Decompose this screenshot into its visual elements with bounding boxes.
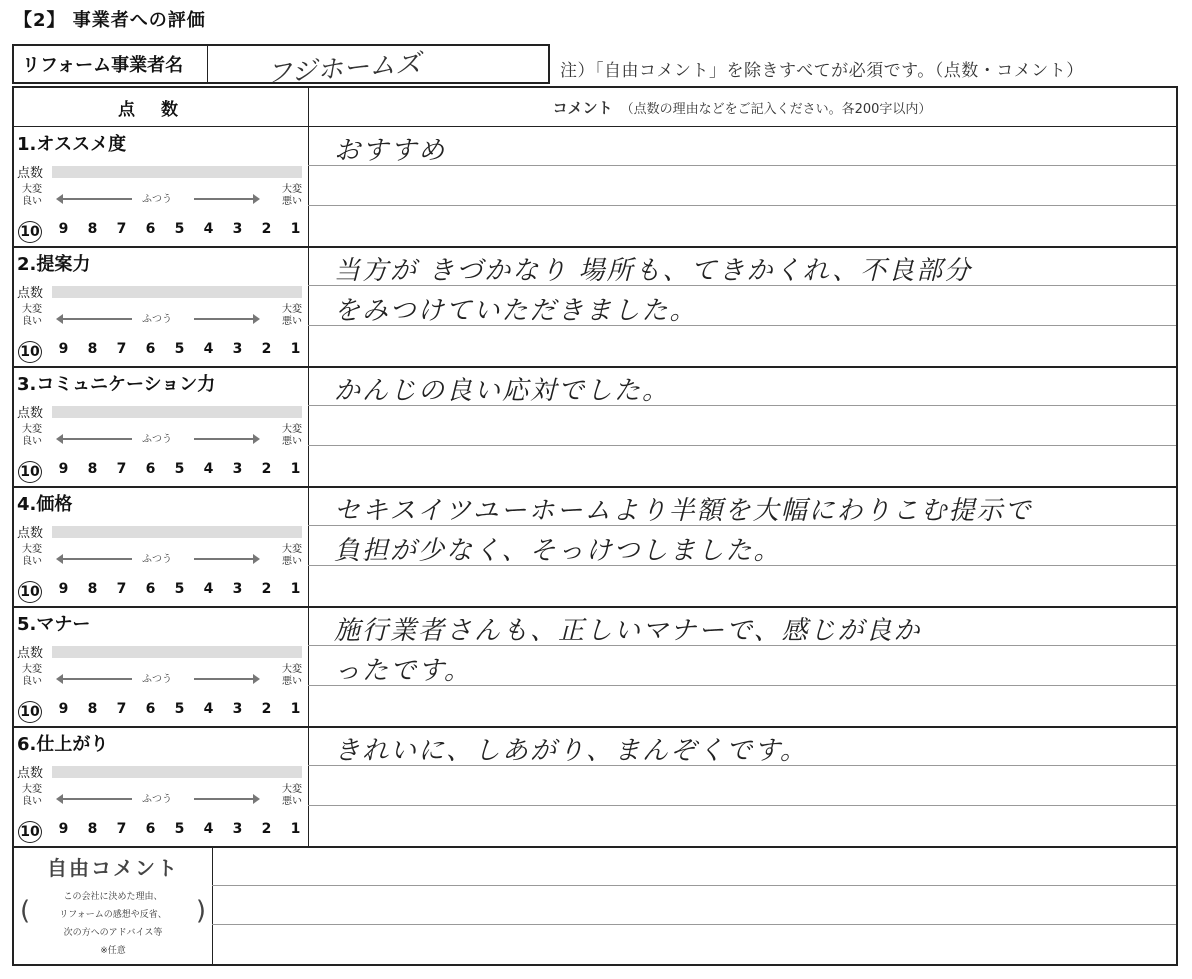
header-comment-sub: （点数の理由などをご記入ください。各200字以内） — [620, 101, 932, 117]
score-cell — [14, 486, 309, 606]
score-option[interactable]: 3 — [232, 821, 243, 837]
score-option[interactable]: 9 — [58, 581, 69, 597]
comment-cell[interactable] — [308, 726, 1176, 846]
ruled-line — [308, 205, 1176, 206]
scale-left-label: 大変 良い — [22, 664, 42, 687]
free-desc-line: この会社に決めた理由、 — [63, 892, 163, 902]
score-option[interactable]: 4 — [203, 461, 214, 477]
points-label: 点数 — [17, 646, 44, 661]
arrow-right-icon — [194, 678, 254, 680]
score-option[interactable]: 7 — [116, 581, 127, 597]
scale-middle-label: ふつう — [142, 794, 172, 805]
score-option[interactable]: 1 — [290, 341, 301, 357]
paren-right: ) — [195, 896, 206, 926]
category-title: 1.オススメ度 — [17, 134, 127, 155]
arrow-right-icon — [194, 558, 254, 560]
comment-text: 負担が少なく、そっけつしました。 — [334, 536, 782, 566]
category-row — [14, 246, 1176, 368]
score-option[interactable]: 5 — [174, 701, 185, 717]
score-scale — [18, 581, 310, 603]
arrow-right-icon — [194, 318, 254, 320]
score-scale — [18, 221, 310, 243]
score-option[interactable]: 4 — [203, 581, 214, 597]
scale-right-label: 大変 悪い — [282, 304, 302, 327]
required-note: 注）「自由コメント」を除きすべてが必須です。（点数・コメント） — [560, 61, 1084, 81]
arrow-left-icon — [62, 318, 132, 320]
free-desc-line: 次の方へのアドバイス等 — [63, 928, 163, 938]
comment-cell[interactable] — [308, 606, 1176, 726]
scale-left-label: 大変 良い — [22, 544, 42, 567]
header-score: 点数 — [14, 88, 309, 126]
score-option[interactable]: 8 — [87, 221, 98, 237]
arrow-right-icon — [194, 198, 254, 200]
comment-text: 当方が きづかなり 場所も、てきかくれ、不良部分 — [334, 256, 973, 286]
ruled-line — [308, 445, 1176, 446]
category-row — [14, 366, 1176, 488]
score-option[interactable]: 2 — [261, 701, 272, 717]
points-label: 点数 — [17, 166, 44, 181]
scale-right-label: 大変 悪い — [282, 544, 302, 567]
score-cell — [14, 726, 309, 846]
comment-cell[interactable] — [308, 366, 1176, 486]
score-option[interactable]: 9 — [58, 341, 69, 357]
category-title: 5.マナー — [17, 614, 91, 635]
score-scale — [18, 461, 310, 483]
business-name-box — [12, 44, 550, 90]
comment-text: きれいに、しあがり、まんぞくです。 — [334, 736, 808, 766]
scale-middle-label: ふつう — [142, 554, 172, 565]
scale-middle-label: ふつう — [142, 194, 172, 205]
score-option[interactable]: 9 — [58, 461, 69, 477]
header-comment — [308, 88, 1176, 126]
score-option[interactable]: 8 — [87, 461, 98, 477]
score-option[interactable]: 2 — [261, 581, 272, 597]
category-title: 4.価格 — [17, 494, 73, 515]
score-option[interactable]: 3 — [232, 461, 243, 477]
score-option[interactable]: 8 — [87, 581, 98, 597]
scale-left-label: 大変 良い — [22, 424, 42, 447]
free-comment-desc — [42, 888, 184, 960]
score-option[interactable]: 5 — [174, 821, 185, 837]
comment-text: かんじの良い応対でした。 — [334, 376, 671, 406]
comment-text: おすすめ — [334, 136, 447, 166]
header-comment-label: コメント — [552, 98, 613, 117]
arrow-left-icon — [62, 678, 132, 680]
scale-bar — [52, 766, 302, 778]
scale-left-label: 大変 良い — [22, 184, 42, 207]
evaluation-table — [12, 86, 1178, 966]
score-option[interactable]: 2 — [261, 821, 272, 837]
score-option[interactable]: 8 — [87, 701, 98, 717]
arrow-left-icon — [62, 798, 132, 800]
scale-right-label: 大変 悪い — [282, 424, 302, 447]
score-cell — [14, 366, 309, 486]
score-cell — [14, 246, 309, 366]
ruled-line — [212, 924, 1176, 925]
comment-text: ったです。 — [334, 656, 472, 686]
score-option[interactable]: 2 — [261, 341, 272, 357]
score-option[interactable]: 4 — [203, 221, 214, 237]
score-option[interactable]: 1 — [290, 821, 301, 837]
scale-middle-label: ふつう — [142, 314, 172, 325]
free-comment-row — [14, 846, 1176, 964]
score-option[interactable]: 8 — [87, 821, 98, 837]
section-title: 【2】 事業者への評価 — [14, 10, 206, 31]
points-label: 点数 — [17, 766, 44, 781]
score-option[interactable]: 9 — [58, 821, 69, 837]
score-option[interactable]: 5 — [174, 341, 185, 357]
score-option[interactable]: 7 — [116, 221, 127, 237]
scale-bar — [52, 166, 302, 178]
comment-cell[interactable] — [308, 486, 1176, 606]
scale-middle-label: ふつう — [142, 434, 172, 445]
arrow-left-icon — [62, 198, 132, 200]
scale-left-label: 大変 良い — [22, 784, 42, 807]
score-option[interactable]: 8 — [87, 341, 98, 357]
score-option[interactable]: 10 — [18, 461, 42, 483]
category-row — [14, 126, 1176, 248]
score-option[interactable]: 6 — [145, 581, 156, 597]
score-option[interactable]: 7 — [116, 461, 127, 477]
score-option[interactable]: 5 — [174, 581, 185, 597]
table-header — [14, 88, 1176, 127]
free-desc-line: リフォームの感想や反省、 — [59, 910, 167, 920]
scale-right-label: 大変 悪い — [282, 784, 302, 807]
score-option[interactable]: 10 — [18, 821, 42, 843]
free-comment-title: 自由コメント — [47, 856, 179, 880]
score-option[interactable]: 2 — [261, 461, 272, 477]
score-option[interactable]: 10 — [18, 581, 42, 603]
scale-bar — [52, 286, 302, 298]
score-option[interactable]: 3 — [232, 221, 243, 237]
score-option[interactable]: 3 — [232, 701, 243, 717]
comment-cell[interactable] — [308, 246, 1176, 366]
scale-middle-label: ふつう — [142, 674, 172, 685]
score-option[interactable]: 6 — [145, 821, 156, 837]
arrow-right-icon — [194, 438, 254, 440]
score-option[interactable]: 4 — [203, 701, 214, 717]
free-comment-label-cell — [14, 846, 213, 964]
score-option[interactable]: 1 — [290, 581, 301, 597]
category-title: 3.コミュニケーション力 — [17, 374, 216, 395]
scale-right-label: 大変 悪い — [282, 184, 302, 207]
score-option[interactable]: 10 — [18, 221, 42, 243]
scale-right-label: 大変 悪い — [282, 664, 302, 687]
score-option[interactable]: 3 — [232, 341, 243, 357]
comment-text: セキスイツユーホームより半額を大幅にわりこむ提示で — [334, 496, 1033, 526]
business-name-label: リフォーム事業者名 — [14, 46, 208, 82]
score-option[interactable]: 4 — [203, 341, 214, 357]
score-option[interactable]: 4 — [203, 821, 214, 837]
score-option[interactable]: 7 — [116, 701, 127, 717]
score-option[interactable]: 7 — [116, 341, 127, 357]
category-title: 2.提案力 — [17, 254, 91, 275]
scale-bar — [52, 646, 302, 658]
score-option[interactable]: 6 — [145, 341, 156, 357]
business-name-value[interactable]: フジホームズ — [265, 48, 423, 90]
category-row — [14, 726, 1176, 848]
arrow-left-icon — [62, 438, 132, 440]
category-title: 6.仕上がり — [17, 734, 109, 755]
score-option[interactable]: 6 — [145, 701, 156, 717]
free-comment-input[interactable] — [212, 846, 1176, 964]
score-option[interactable]: 9 — [58, 221, 69, 237]
score-option[interactable]: 5 — [174, 461, 185, 477]
comment-text: 施行業者さんも、正しいマナーで、感じが良か — [334, 616, 922, 646]
arrow-left-icon — [62, 558, 132, 560]
scale-bar — [52, 406, 302, 418]
score-scale — [18, 701, 310, 723]
ruled-line — [308, 805, 1176, 806]
comment-text: をみつけていただきました。 — [334, 296, 698, 326]
points-label: 点数 — [17, 406, 44, 421]
score-cell — [14, 126, 309, 246]
free-desc-line: ※任意 — [100, 946, 126, 956]
comment-cell[interactable] — [308, 126, 1176, 246]
score-option[interactable]: 3 — [232, 581, 243, 597]
scale-bar — [52, 526, 302, 538]
category-row — [14, 606, 1176, 728]
points-label: 点数 — [17, 526, 44, 541]
ruled-line — [212, 885, 1176, 886]
paren-left: ( — [20, 896, 31, 926]
score-option[interactable]: 10 — [18, 701, 42, 723]
score-scale — [18, 821, 310, 843]
score-option[interactable]: 1 — [290, 461, 301, 477]
score-option[interactable]: 7 — [116, 821, 127, 837]
score-scale — [18, 341, 310, 363]
score-cell — [14, 606, 309, 726]
score-option[interactable]: 1 — [290, 701, 301, 717]
category-row — [14, 486, 1176, 608]
score-option[interactable]: 10 — [18, 341, 42, 363]
points-label: 点数 — [17, 286, 44, 301]
score-option[interactable]: 1 — [290, 221, 301, 237]
score-option[interactable]: 6 — [145, 461, 156, 477]
score-option[interactable]: 2 — [261, 221, 272, 237]
arrow-right-icon — [194, 798, 254, 800]
score-option[interactable]: 5 — [174, 221, 185, 237]
scale-left-label: 大変 良い — [22, 304, 42, 327]
score-option[interactable]: 9 — [58, 701, 69, 717]
score-option[interactable]: 6 — [145, 221, 156, 237]
